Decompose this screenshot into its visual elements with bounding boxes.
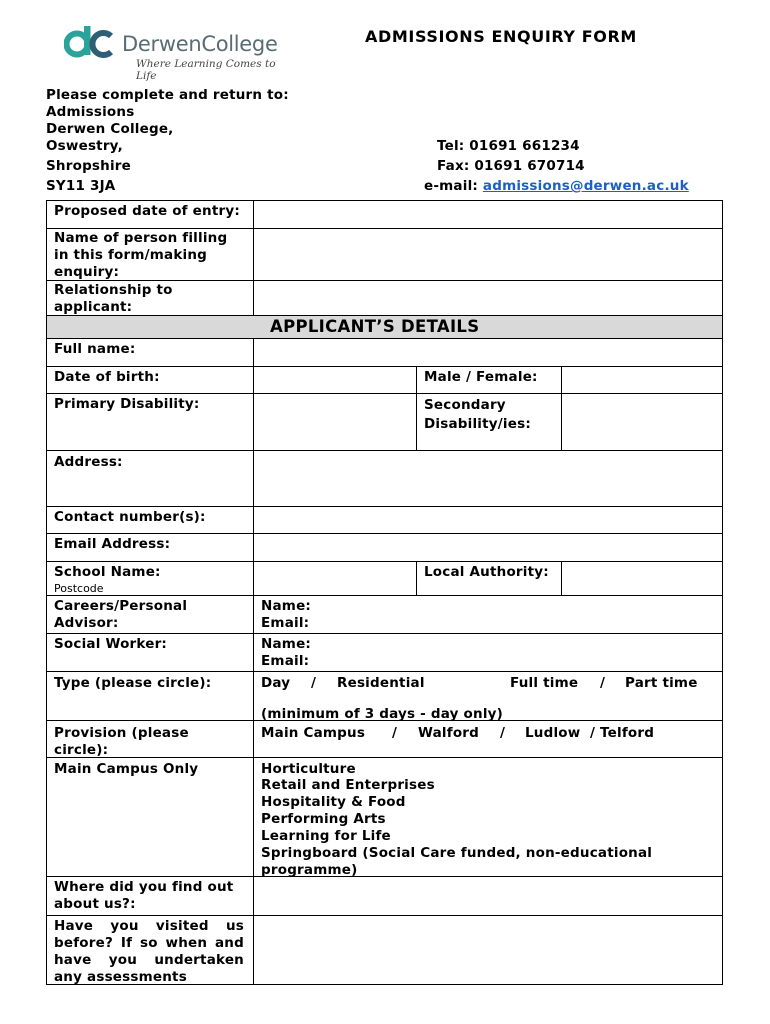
main-campus-only-label: Main Campus Only bbox=[54, 761, 199, 777]
provision-option-main-campus[interactable]: Main Campus bbox=[261, 725, 366, 741]
type-option-full-time[interactable]: Full time bbox=[510, 675, 579, 691]
school-name-input[interactable] bbox=[254, 562, 416, 595]
visited-label: Have you visited us before? If so when and have you undertaken any assessments bbox=[54, 918, 244, 985]
address-line: Oswestry, bbox=[46, 138, 123, 154]
email-contact-label: e-mail: bbox=[424, 178, 478, 194]
address-line: Shropshire bbox=[46, 158, 132, 174]
full-name-input[interactable] bbox=[254, 339, 722, 366]
school-name-label: School Name: bbox=[54, 564, 161, 580]
course-option[interactable]: Retail and Enterprises bbox=[261, 777, 435, 793]
social-worker-name-label: Name: bbox=[261, 636, 312, 652]
logo-brand-text: DerwenCollege bbox=[122, 32, 278, 56]
relationship-label: Relationship to applicant: bbox=[54, 282, 173, 315]
social-worker-email-label: Email: bbox=[261, 653, 310, 669]
secondary-disability-input[interactable] bbox=[562, 394, 722, 450]
email-address-input[interactable] bbox=[254, 534, 722, 561]
find-out-label: Where did you find out about us?: bbox=[54, 879, 234, 912]
gender-label: Male / Female: bbox=[424, 369, 538, 385]
course-option[interactable]: Learning for Life bbox=[261, 828, 391, 844]
contact-numbers-label: Contact number(s): bbox=[54, 509, 206, 525]
address-line: SY11 3JA bbox=[46, 178, 116, 194]
email-contact bbox=[424, 178, 689, 194]
full-name-label: Full name: bbox=[54, 341, 136, 357]
type-option-residential[interactable]: Residential bbox=[337, 675, 425, 691]
visited-input[interactable] bbox=[254, 916, 722, 984]
primary-disability-input[interactable] bbox=[254, 394, 416, 450]
logo-tagline: Where Learning Comes to Life bbox=[136, 58, 276, 82]
relationship-input[interactable] bbox=[254, 281, 722, 315]
local-authority-label: Local Authority: bbox=[424, 564, 549, 580]
type-note: (minimum of 3 days - day only) bbox=[261, 706, 504, 722]
address-line: Admissions bbox=[46, 104, 135, 120]
course-option[interactable]: Springboard (Social Care funded, non-educational programme) bbox=[261, 845, 653, 878]
careers-advisor-label: Careers/Personal Advisor: bbox=[54, 598, 188, 631]
provision-option-telford[interactable]: / Telford bbox=[590, 725, 655, 741]
find-out-input[interactable] bbox=[254, 877, 722, 915]
address-input[interactable] bbox=[254, 451, 722, 506]
course-option[interactable]: Hospitality & Food bbox=[261, 794, 406, 810]
course-option[interactable]: Horticulture bbox=[261, 761, 356, 777]
dob-label: Date of birth: bbox=[54, 369, 160, 385]
secondary-disability-label: Secondary Disability/ies: bbox=[424, 397, 531, 432]
social-worker-label: Social Worker: bbox=[54, 636, 168, 652]
careers-name-label: Name: bbox=[261, 598, 312, 614]
careers-email-label: Email: bbox=[261, 615, 310, 631]
applicant-details-heading: APPLICANT’S DETAILS bbox=[270, 317, 480, 336]
form-title: ADMISSIONS ENQUIRY FORM bbox=[365, 27, 637, 46]
college-logo bbox=[64, 22, 294, 82]
email-address-label: Email Address: bbox=[54, 536, 171, 552]
type-option-day[interactable]: Day bbox=[261, 675, 291, 691]
email-link[interactable]: admissions@derwen.ac.uk bbox=[482, 178, 689, 194]
type-option-part-time[interactable]: Part time bbox=[625, 675, 698, 691]
provision-separator: / bbox=[392, 725, 398, 741]
address-line: Derwen College, bbox=[46, 121, 174, 137]
entry-date-label: Proposed date of entry: bbox=[54, 203, 240, 219]
course-option[interactable]: Performing Arts bbox=[261, 811, 386, 827]
provision-separator: / bbox=[500, 725, 506, 741]
type-separator: / bbox=[311, 675, 317, 691]
local-authority-input[interactable] bbox=[562, 562, 722, 595]
return-intro: Please complete and return to: bbox=[46, 87, 289, 103]
entry-date-input[interactable] bbox=[254, 201, 722, 228]
person-filling-input[interactable] bbox=[254, 229, 722, 280]
dc-logo-mark-icon bbox=[64, 26, 116, 60]
phone-number: Tel: 01691 661234 bbox=[437, 138, 580, 154]
type-separator: / bbox=[600, 675, 606, 691]
fax-number: Fax: 01691 670714 bbox=[437, 158, 585, 174]
primary-disability-label: Primary Disability: bbox=[54, 396, 200, 412]
person-filling-label: Name of person filling in this form/making enquiry: bbox=[54, 230, 228, 280]
dob-input[interactable] bbox=[254, 367, 416, 393]
address-label: Address: bbox=[54, 454, 123, 470]
provision-option-walford[interactable]: Walford bbox=[418, 725, 480, 741]
gender-input[interactable] bbox=[562, 367, 722, 393]
type-label: Type (please circle): bbox=[54, 675, 212, 691]
provision-label: Provision (please circle): bbox=[54, 725, 189, 758]
contact-numbers-input[interactable] bbox=[254, 507, 722, 533]
provision-option-ludlow[interactable]: Ludlow bbox=[525, 725, 581, 741]
postcode-label: Postcode bbox=[54, 582, 104, 595]
